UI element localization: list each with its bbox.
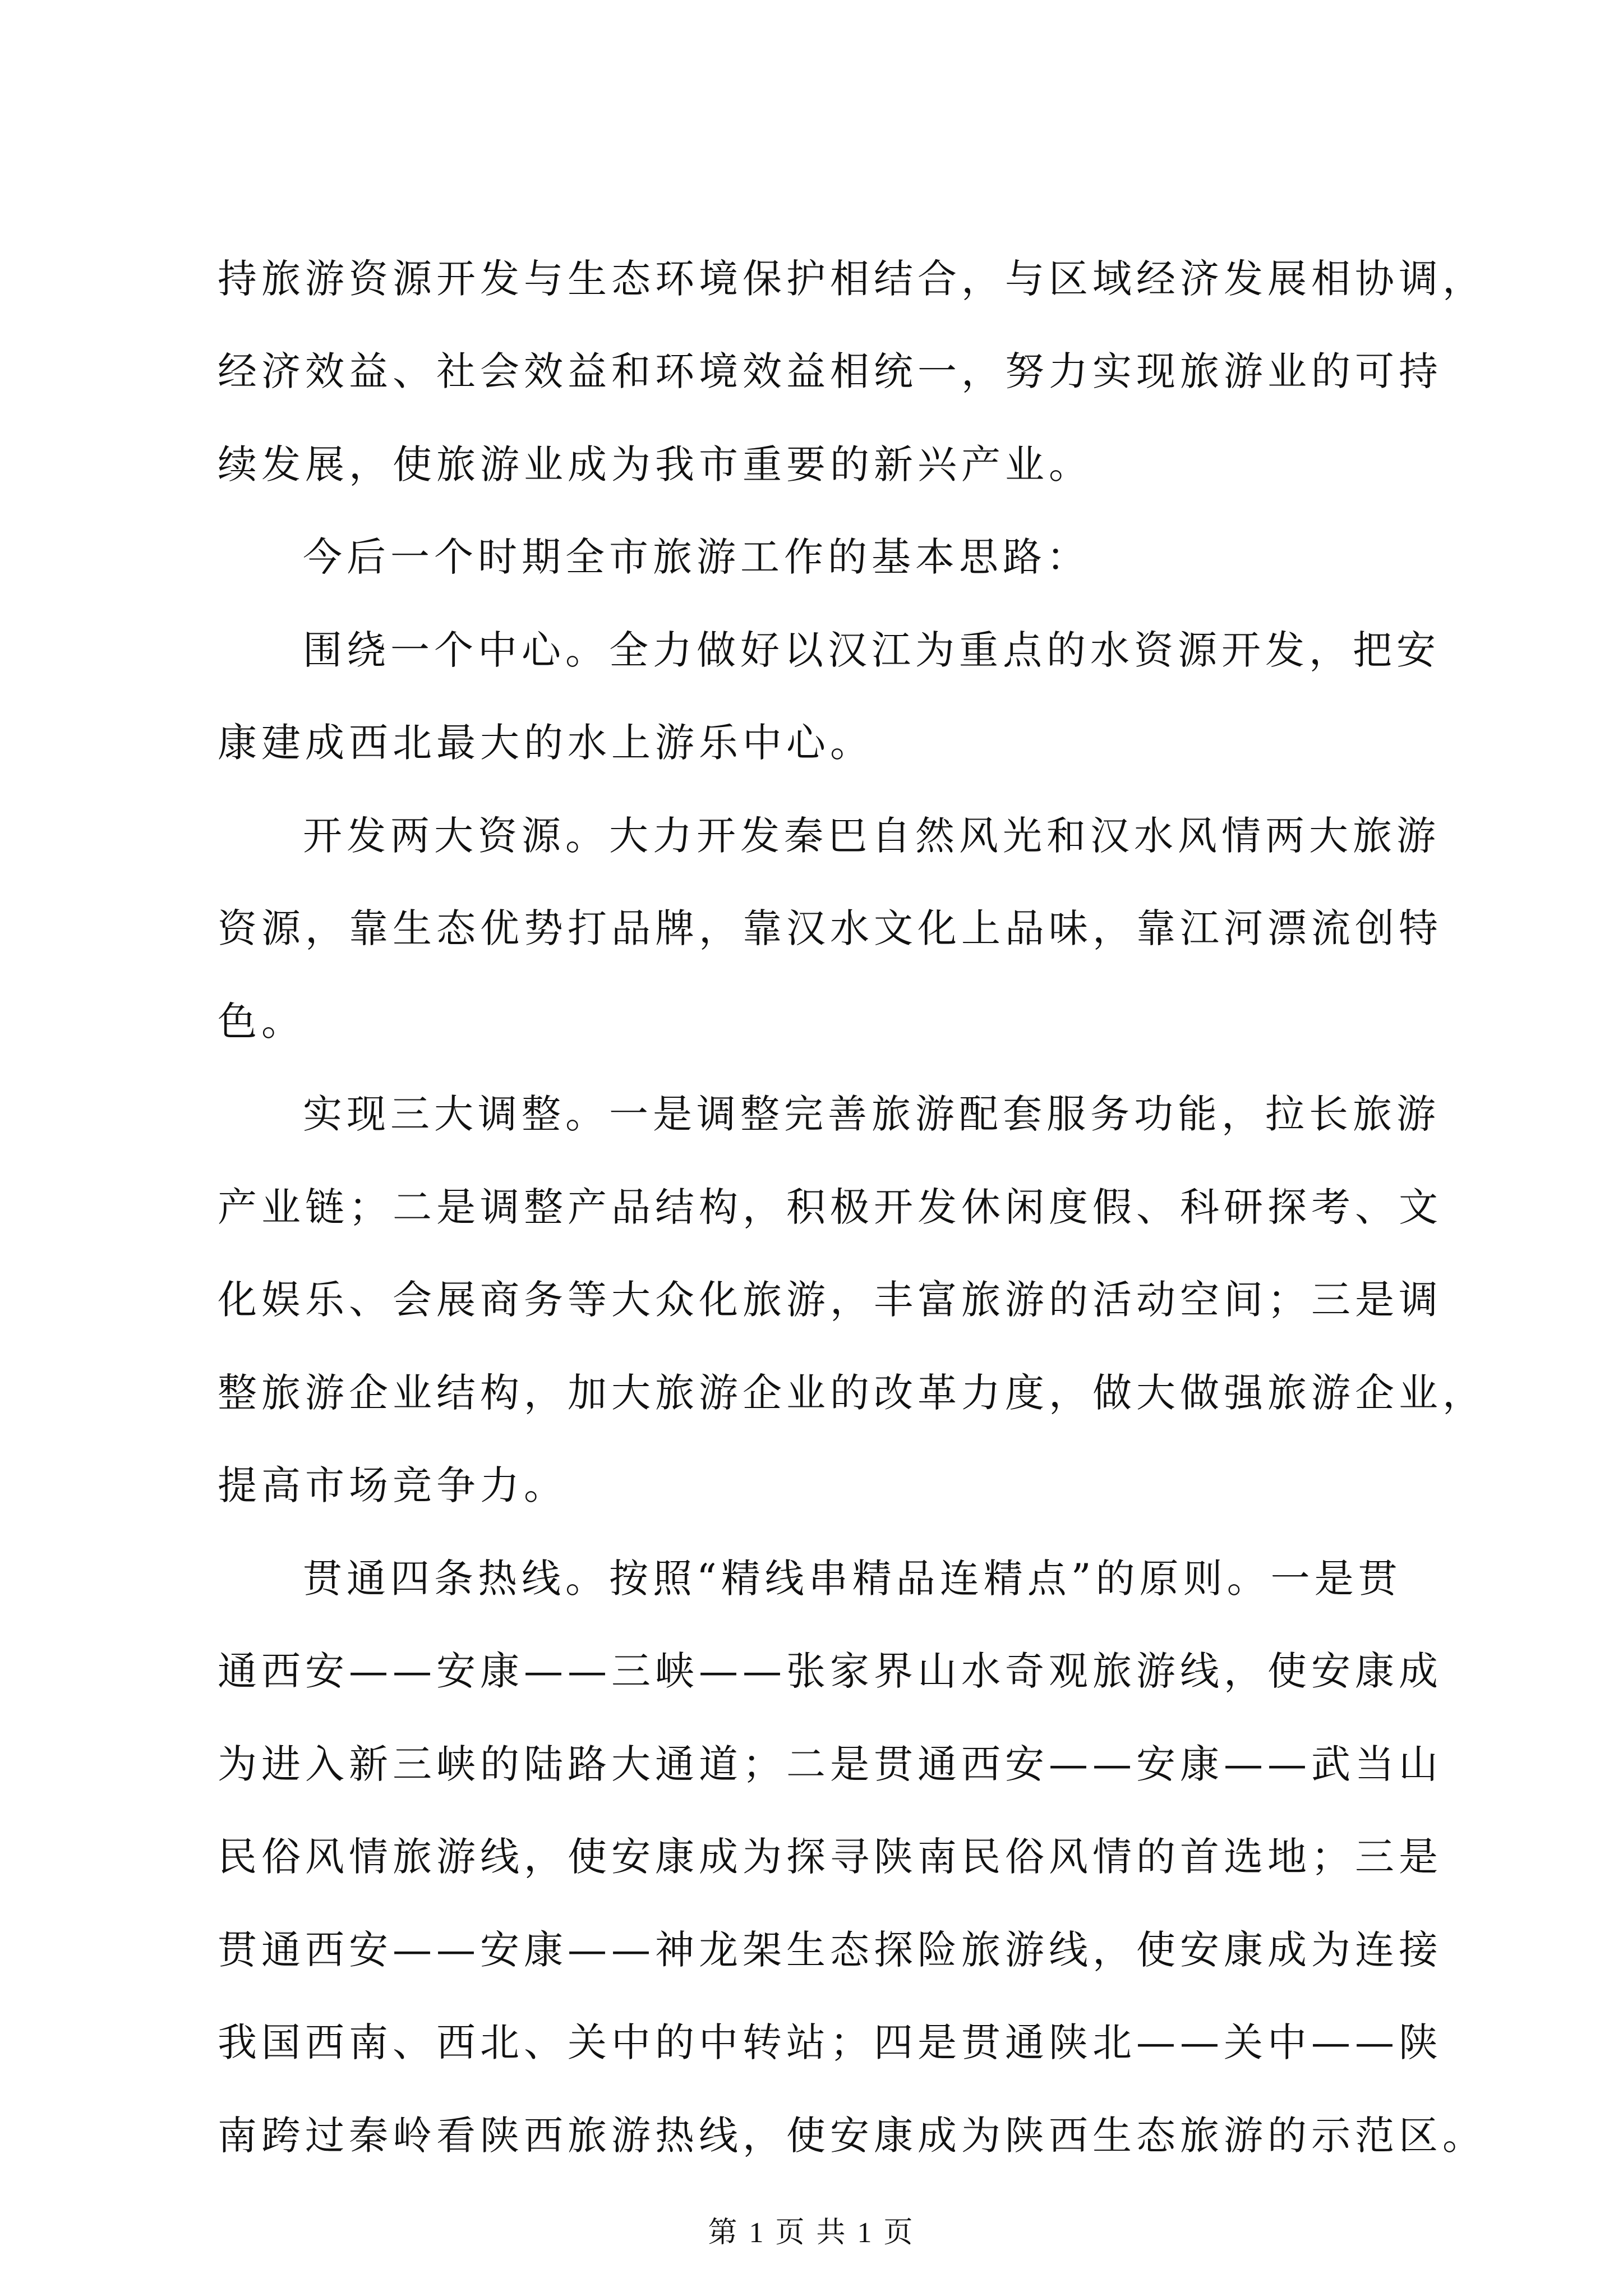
text-line: 贯通四条热线。按照“精线串精品连精点”的原则。一是贯 <box>303 1556 1402 1602</box>
text-line: 南跨过秦岭看陕西旅游热线，使安康成为陕西生态旅游的示范区。 <box>218 2113 1486 2159</box>
text-line: 产业链；二是调整产品结构，积极开发休闲度假、科研探考、文 <box>218 1184 1442 1230</box>
text-line: 续发展，使旅游业成为我市重要的新兴产业。 <box>218 441 1092 487</box>
text-line: 今后一个时期全市旅游工作的基本思路： <box>303 534 1090 580</box>
text-line: 色。 <box>218 999 305 1045</box>
text-line: 开发两大资源。大力开发秦巴自然风光和汉水风情两大旅游 <box>303 813 1440 859</box>
text-line: 资源，靠生态优势打品牌，靠汉水文化上品味，靠江河漂流创特 <box>218 905 1442 951</box>
text-line: 实现三大调整。一是调整完善旅游配套服务功能，拉长旅游 <box>303 1091 1440 1137</box>
text-line: 整旅游企业结构，加大旅游企业的改革力度，做大做强旅游企业， <box>218 1370 1486 1416</box>
text-line: 康建成西北最大的水上游乐中心。 <box>218 720 874 766</box>
text-line: 化娱乐、会展商务等大众化旅游，丰富旅游的活动空间；三是调 <box>218 1277 1442 1323</box>
text-line: 围绕一个中心。全力做好以汉江为重点的水资源开发，把安 <box>303 627 1440 673</box>
text-line: 贯通西安——安康——神龙架生态探险旅游线，使安康成为连接 <box>218 1927 1442 1973</box>
text-line: 为进入新三峡的陆路大通道；二是贯通西安——安康——武当山 <box>218 1741 1442 1787</box>
text-line: 经济效益、社会效益和环境效益相统一，努力实现旅游业的可持 <box>218 348 1442 394</box>
page-number-footer: 第 1 页 共 1 页 <box>708 2217 915 2249</box>
text-line: 提高市场竞争力。 <box>218 1462 568 1508</box>
text-line: 我国西南、西北、关中的中转站；四是贯通陕北——关中——陕 <box>218 2019 1442 2065</box>
text-line: 民俗风情旅游线，使安康成为探寻陕南民俗风情的首选地；三是 <box>218 1834 1442 1880</box>
text-line: 通西安——安康——三峡——张家界山水奇观旅游线，使安康成 <box>218 1648 1442 1694</box>
text-line: 持旅游资源开发与生态环境保护相结合，与区域经济发展相协调， <box>218 256 1486 302</box>
